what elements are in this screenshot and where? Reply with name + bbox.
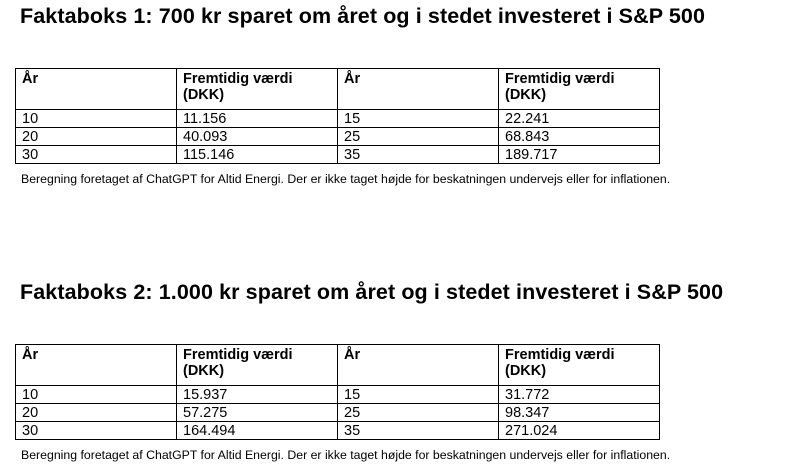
value-cell: 271.024 — [499, 422, 660, 440]
year-cell: 15 — [338, 110, 499, 128]
year-cell: 35 — [338, 422, 499, 440]
year-cell: 25 — [338, 404, 499, 422]
value-cell: 40.093 — [177, 128, 338, 146]
year-cell: 20 — [16, 404, 177, 422]
factbox-footnote: Beregning foretaget af ChatGPT for Altid Energi. Der er ikke taget højde for beskatningen undervejs eller for inflationen. — [21, 172, 671, 186]
table-header-row — [16, 345, 660, 386]
value-cell: 15.937 — [177, 386, 338, 404]
year-cell: 15 — [338, 386, 499, 404]
future-value-table — [15, 344, 660, 440]
column-header-year: År — [16, 345, 177, 386]
column-header-year: År — [16, 69, 177, 110]
factbox-footnote: Beregning foretaget af ChatGPT for Altid Energi. Der er ikke taget højde for beskatningen undervejs eller for inflationen. — [21, 448, 671, 462]
table-row — [16, 404, 660, 422]
table-row — [16, 110, 660, 128]
year-cell: 35 — [338, 146, 499, 164]
table-row — [16, 386, 660, 404]
column-header-future-value: Fremtidig værdi (DKK) — [499, 345, 660, 386]
value-cell: 11.156 — [177, 110, 338, 128]
column-header-future-value: Fremtidig værdi (DKK) — [177, 345, 338, 386]
column-header-future-value: Fremtidig værdi (DKK) — [177, 69, 338, 110]
table-header-row — [16, 69, 660, 110]
table-row — [16, 422, 660, 440]
value-cell: 164.494 — [177, 422, 338, 440]
column-header-future-value: Fremtidig værdi (DKK) — [499, 69, 660, 110]
year-cell: 10 — [16, 110, 177, 128]
table-row — [16, 146, 660, 164]
year-cell: 20 — [16, 128, 177, 146]
factbox-title: Faktaboks 1: 700 kr sparet om året og i stedet investeret i S&P 500 — [20, 4, 706, 28]
value-cell: 57.275 — [177, 404, 338, 422]
factbox-title: Faktaboks 2: 1.000 kr sparet om året og i stedet investeret i S&P 500 — [20, 280, 724, 304]
year-cell: 10 — [16, 386, 177, 404]
table-row — [16, 128, 660, 146]
value-cell: 115.146 — [177, 146, 338, 164]
value-cell: 68.843 — [499, 128, 660, 146]
value-cell: 31.772 — [499, 386, 660, 404]
year-cell: 30 — [16, 146, 177, 164]
value-cell: 98.347 — [499, 404, 660, 422]
value-cell: 189.717 — [499, 146, 660, 164]
year-cell: 30 — [16, 422, 177, 440]
value-cell: 22.241 — [499, 110, 660, 128]
column-header-year: År — [338, 69, 499, 110]
column-header-year: År — [338, 345, 499, 386]
future-value-table — [15, 68, 660, 164]
year-cell: 25 — [338, 128, 499, 146]
